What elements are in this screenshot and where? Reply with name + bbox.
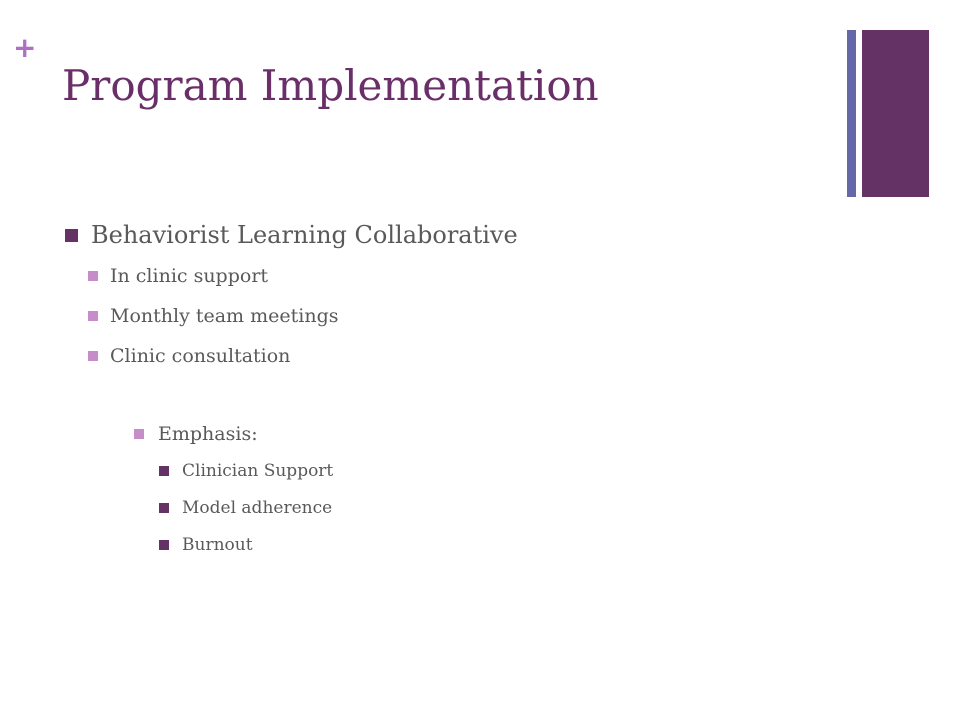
square-bullet-icon <box>88 311 98 321</box>
square-bullet-icon <box>159 466 169 476</box>
accent-bar-thin <box>847 30 856 197</box>
square-bullet-icon <box>159 540 169 550</box>
bullet-item-emphasis-detail <box>159 459 333 483</box>
bullet-text: Behaviorist Learning Collaborative <box>91 221 518 249</box>
plus-icon: + <box>13 31 37 64</box>
bullet-text: In clinic support <box>110 265 269 287</box>
square-bullet-icon <box>88 351 98 361</box>
square-bullet-icon <box>159 503 169 513</box>
bullet-text: Clinic consultation <box>110 345 291 367</box>
bullet-text: Monthly team meetings <box>110 305 339 327</box>
square-bullet-icon <box>134 429 144 439</box>
bullet-text: Emphasis: <box>158 423 258 445</box>
slide-title: Program Implementation <box>62 61 599 110</box>
bullet-item-emphasis <box>134 421 258 447</box>
square-bullet-icon <box>65 229 78 242</box>
bullet-item-emphasis-detail <box>159 496 332 520</box>
accent-bar-thick <box>862 30 929 197</box>
bullet-text: Model adherence <box>182 498 333 518</box>
bullet-text: Clinician Support <box>182 461 334 481</box>
square-bullet-icon <box>88 271 98 281</box>
bullet-item-sub <box>88 303 338 329</box>
bullet-item-emphasis-detail <box>159 533 253 557</box>
bullet-item-sub <box>88 263 268 289</box>
bullet-item-main <box>64 219 518 251</box>
bullet-item-sub <box>88 343 290 369</box>
bullet-text: Burnout <box>182 535 253 555</box>
